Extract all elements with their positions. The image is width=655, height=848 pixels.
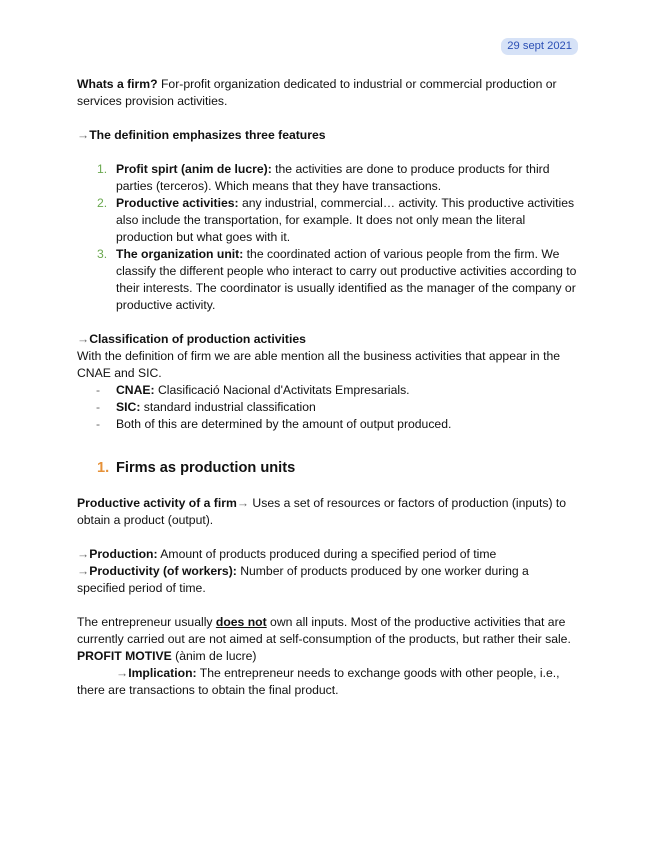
classification-item <box>77 399 577 416</box>
implication-term: Implication: <box>128 666 197 680</box>
section-number: 1. <box>97 460 110 476</box>
dash-bullet: - <box>96 400 101 414</box>
arrow-icon: → <box>116 666 129 680</box>
entrepreneur-post: (ànim de lucre) <box>171 649 257 663</box>
firm-question: Whats a firm? <box>77 77 158 91</box>
arrow-icon: → <box>77 128 90 142</box>
classification-heading <box>77 331 577 348</box>
classification-term: SIC: <box>116 400 141 414</box>
feature-number: 3. <box>97 247 108 261</box>
classification-list <box>77 382 577 433</box>
classification-text: standard industrial classification <box>140 400 316 414</box>
classification-text: Clasificació Nacional d'Activitats Empresarials. <box>154 383 410 397</box>
production-text: Amount of products produced during a specified period of time <box>157 547 497 561</box>
features-heading <box>77 127 577 144</box>
entrepreneur-paragraph <box>77 614 577 665</box>
features-title: The definition emphasizes three features <box>89 128 326 142</box>
dash-bullet: - <box>96 383 101 397</box>
classification-item <box>77 382 577 399</box>
productivity-paragraph <box>77 563 577 597</box>
productive-activity-text: Uses a set of resources or factors of production (inputs) to obtain a product (output). <box>77 496 567 527</box>
section-title: Firms as production units <box>116 460 296 476</box>
arrow-icon: → <box>77 332 90 346</box>
feature-term: Profit spirt (anim de lucre): <box>116 162 272 176</box>
arrow-icon: → <box>236 496 250 510</box>
classification-intro: With the definition of firm we are able mention all the business activities that appear in the CNAE and SIC. <box>77 349 561 380</box>
document-body <box>77 76 577 699</box>
feature-number: 2. <box>97 196 108 210</box>
productive-activity-term: Productive activity of a firm <box>77 496 237 510</box>
date-chip[interactable]: 29 sept 2021 <box>501 38 578 55</box>
productivity-term: Productivity (of workers): <box>89 564 237 578</box>
feature-item <box>77 161 577 195</box>
production-paragraph <box>77 546 577 563</box>
productive-activity-paragraph <box>77 495 577 529</box>
productivity-text: Number of products produced by one worker during a specified period of time. <box>77 564 529 595</box>
classification-term: CNAE: <box>116 383 155 397</box>
implication-paragraph <box>77 665 577 699</box>
classification-title: Classification of production activities <box>89 332 306 346</box>
dash-bullet: - <box>96 417 101 431</box>
feature-term: The organization unit: <box>116 247 244 261</box>
firm-definition-paragraph <box>77 76 577 110</box>
features-list <box>77 161 577 314</box>
production-term: Production: <box>89 547 158 561</box>
classification-text: Both of this are determined by the amount of output produced. <box>116 417 452 431</box>
feature-item <box>77 246 577 314</box>
entrepreneur-mid: own all inputs. Most of the productive activities that are currently carried out are not aimed at self-consumption of the products, but rather their sale. <box>77 615 571 646</box>
classification-item <box>77 416 577 433</box>
feature-text: any industrial, commercial… activity. This productive activities also include the transportation, for example. It does not only mean the literal production but what goes with it. <box>116 196 575 244</box>
arrow-icon: → <box>77 564 90 578</box>
feature-term: Productive activities: <box>116 196 239 210</box>
section-heading <box>77 458 577 478</box>
entrepreneur-pre: The entrepreneur usually <box>77 615 216 629</box>
feature-item <box>77 195 577 246</box>
entrepreneur-emphasis: does not <box>215 615 267 629</box>
feature-text: the coordinated action of various people from the firm. We classify the different people who interact to carry out productive activities according to their interests. The coordinator is usually identified as the manager of the company or productive activity. <box>116 247 577 312</box>
firm-definition-text: For-profit organization dedicated to industrial or commercial production or services provision activities. <box>77 77 557 108</box>
feature-text: the activities are done to produce products for third parties (terceros). Which means that they have transactions. <box>116 162 550 193</box>
arrow-icon: → <box>77 547 90 561</box>
profit-motive: PROFIT MOTIVE <box>77 649 172 663</box>
feature-number: 1. <box>97 162 108 176</box>
implication-text: The entrepreneur needs to exchange goods with other people, i.e., there are transactions to obtain the final product. <box>77 666 560 697</box>
